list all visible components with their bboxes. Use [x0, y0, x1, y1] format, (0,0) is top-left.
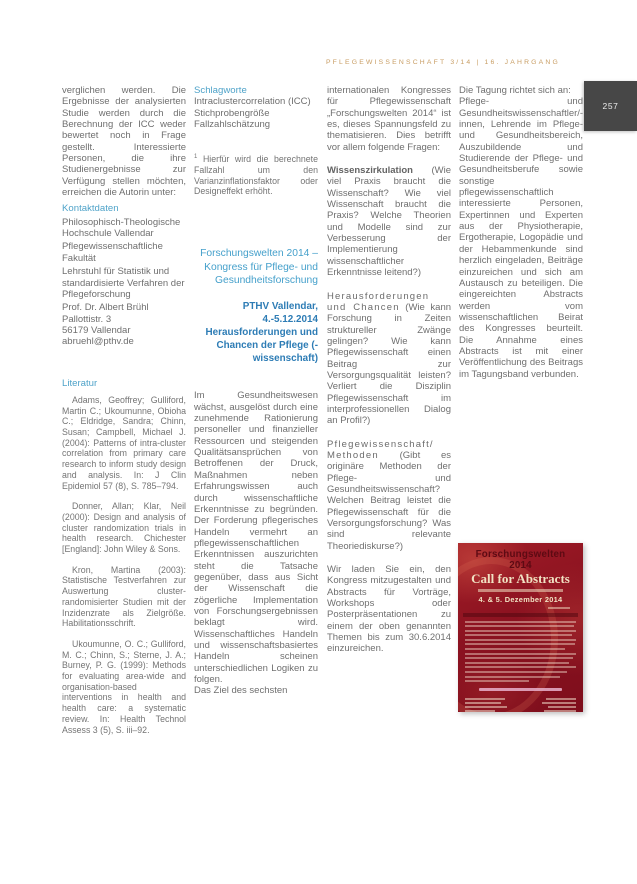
- poster-title: Forschungswelten 2014: [475, 549, 566, 571]
- kontaktdaten-heading: Kontaktdaten: [62, 203, 119, 215]
- topic-title: Wissenszirkulation: [327, 165, 413, 177]
- fine-print-line: [465, 666, 576, 668]
- topic-title: Pflegewissenschaft/ Methoden: [327, 438, 434, 461]
- fine-print-line: [465, 621, 576, 623]
- contact-block: [62, 217, 186, 348]
- contact-city: 56179 Vallendar: [62, 324, 131, 336]
- audience-lead: Die Tagung richtet sich an:: [459, 85, 571, 96]
- topic-text: (Gibt es originäre Methoden der Pflege- und Gesundheitswissenschaft? Welchen Beitrag leistet die Pflegewissenschaft für die Versorgungsforschung? Was sind relevante Theoriediskurse?): [327, 449, 452, 552]
- announcement-body: Im Gesundheitswesen wächst, ausgelöst durch eine zunehmende Rationierung personeller und finanzieller Ressourcen und steigenden Qualitätsansprüchen von Betroffenen der Druck, Maßnahmen neben Erfahrungswissen auch durch wissenschaftliche Erkenntnisse zu begründen. Der Forderung pflegerisches Handeln vermehrt an pflegewissenschaftlichen Erkenntnissen auszurichten steht die Tatsache gegenüber, dass aus Sicht der Wissenschaft die zögerliche Implementation von Forschungsergebnissen beklagt wird. Wissenschaftliches Handeln und wissenschaftsbasiertes Handeln scheinen unterschiedlichen Logiken zu folgen.: [194, 390, 318, 686]
- contact-chair: Lehrstuhl für Statistik und standardisierte Verfahren der Pflegeforschung: [62, 266, 185, 300]
- topic-wissenszirkulation: [327, 165, 451, 278]
- poster-date: 4. & 5. Dezember 2014: [478, 594, 563, 604]
- footnote-marker: 1: [194, 154, 198, 161]
- running-head: PFLEGEWISSENSCHAFT 3/14 | 16. JAHRGANG: [325, 59, 560, 66]
- conference-announcement: [194, 247, 318, 365]
- reference-item: Donner, Allan; Klar, Neil (2000): Design and analysis of cluster randomization trials in health research. Chichester [England]: John Wiley & Sons.: [62, 501, 186, 555]
- footnote-text: Hierfür wird die berechnete Fallzahl um den Varianzinflationsfaktor oder Designeffekt erhöht.: [194, 154, 318, 197]
- announcement-body-continued: Das Ziel des sechsten: [194, 685, 288, 697]
- poster-contact-left: [465, 696, 516, 712]
- submission-invitation: Wir laden Sie ein, den Kongress mitzugestalten und Abstracts für Vorträge, Workshops oder Posterpräsentationen zu einem der oben genannten Themen bis zum 30.6.2014 einzureichen.: [327, 564, 451, 655]
- poster-band: [463, 613, 578, 617]
- schlagworte-heading: Schlagworte: [194, 85, 247, 96]
- contact-person: Prof. Dr. Albert Brühl: [62, 302, 149, 314]
- topic-herausforderungen: [327, 291, 451, 427]
- column-3: [327, 85, 451, 655]
- poster-main-heading: Call for Abstracts: [471, 571, 570, 586]
- literatur-heading: Literatur: [62, 377, 98, 389]
- footnote: [194, 152, 318, 197]
- contact-institution: Philosophisch-Theologische Hochschule Vallendar: [62, 216, 181, 240]
- fine-print-line: [465, 639, 576, 641]
- audience-body: Pflege- und Gesundheitswissenschaftler/-innen, Lehrende im Pflege- und Gesundheitsbereich, Auszubildende und Studierende der Pflege- und Gesundheitsberufe sowie sonstige pflegewissenschaftlich interessierte Personen, Expertinnen und Experten aus der Physiotherapie, Ergotherapie, Logopädie und der Hebammenkunde sind herzlich eingeladen, Beiträge einzureichen und sich am Austausch zu beteiligen. Die eingereichten Abstracts werden vom wissenschaftlichen Beirat des Kongresses beurteilt. Die Annahme eines Abstracts ist mit einer Veröffentlichung des Beitrags im Tagungsband verbunden.: [459, 96, 584, 380]
- fine-print-line: [465, 648, 565, 650]
- intro-paragraph: verglichen werden. Die Ergebnisse der analysierten Studie werden durch die Berechnung der ICC weder bewertet noch in Frage gestellt. Interessierte Personen, die ihre Studienergebnisse zur Verfügung stellen möchten, erreichen die Autorin unter:: [62, 85, 186, 199]
- fine-print-line: [465, 625, 574, 627]
- conference-venue: PTHV Vallendar, 4.-5.12.2014: [242, 300, 318, 325]
- reference-item: Ukoumunne, O. C.; Gulliford, M. C.; Chinn, S.; Sterne, J. A.; Burney, P. G. (1999): Methods for evaluating area-wide and organisation-based interventions in health and health care: a systematic review. In: Health Technol Assess 3 (5), S. iii–92.: [62, 638, 186, 735]
- column-2: [194, 85, 318, 697]
- fine-print-line: [465, 680, 529, 682]
- fine-print-line: [465, 671, 567, 673]
- contact-faculty: Pflegewissenschaftliche Fakultät: [62, 241, 163, 264]
- congress-intro: internationalen Kongresses für Pflegewissenschaft „Forschungswelten 2014“ ist es, dieses Spannungsfeld zu thematisieren. Dies betrifft vor allem folgende Fragen:: [327, 85, 451, 153]
- topic-methoden: [327, 439, 451, 552]
- column-1: [62, 85, 186, 735]
- topic-title: Herausforderungen und Chancen: [327, 290, 430, 313]
- topic-text: (Wie viel Praxis braucht die Wissenschaft? Wie viel Wissenschaft braucht die Praxis? Welche Theorien und Modelle sind zur Verbesserung der Implementierung wissenschaftlicher Erkenntnisse leitend?): [327, 165, 451, 279]
- page-number-badge: [584, 81, 637, 131]
- fine-print-line: [465, 643, 575, 645]
- contact-email: abruehl@pthv.de: [62, 336, 134, 348]
- conference-subtitle: Herausforderungen und Chancen der Pflege (-wissenschaft): [205, 326, 318, 364]
- poster-url-line: [479, 688, 561, 691]
- keyword: Fallzahlschätzung: [194, 119, 271, 131]
- poster-contact-right: [525, 696, 576, 712]
- call-for-abstracts-poster: [458, 543, 583, 712]
- column-4: [459, 85, 583, 380]
- poster-small-line: [548, 607, 570, 609]
- poster-subtitle-line: [478, 589, 562, 592]
- fine-print-line: [465, 634, 572, 636]
- fine-print-line: [465, 662, 569, 664]
- reference-item: Adams, Geoffrey; Gulliford, Martin C.; Ukoumunne, Obioha C.; Eldridge, Sandra; Chinn, Susan; Campbell, Michael J. (2004): Patterns of intra-cluster correlation from primary care research to inform study design and analysis. In: J Clin Epidemiol 57 (8), S. 785–794.: [62, 394, 186, 491]
- reference-item: Kron, Martina (2003): Statistische Testverfahren zur Auswertung cluster-randomisierter Studien mit der Inzidenzrate als Zielgröße. Habilitationsschrift.: [62, 564, 186, 629]
- topic-text: (Wie kann Forschung in Zeiten struktureller Zwänge gelingen? Wie kann Pflegewissenschaft einen Beitrag zur Versorgungsqualität leisten? Verliert die Disziplin Pflegewissenschaft im interprofessionellen Dialog an Profil?): [327, 301, 452, 427]
- contact-street: Pallottistr. 3: [62, 313, 112, 325]
- poster-contact-block: [465, 696, 576, 712]
- conference-title: Forschungswelten 2014 – Kongress für Pflege- und Gesundheitsforschung: [200, 248, 318, 287]
- keyword-list: [194, 96, 318, 130]
- fine-print-line: [465, 676, 560, 678]
- fine-print-line: [465, 657, 573, 659]
- page-number: 257: [602, 101, 619, 111]
- keyword: Stichprobengröße: [194, 107, 270, 119]
- fine-print-line: [465, 653, 576, 655]
- keyword: Intraclustercorrelation (ICC): [194, 96, 311, 108]
- fine-print-line: [465, 630, 576, 632]
